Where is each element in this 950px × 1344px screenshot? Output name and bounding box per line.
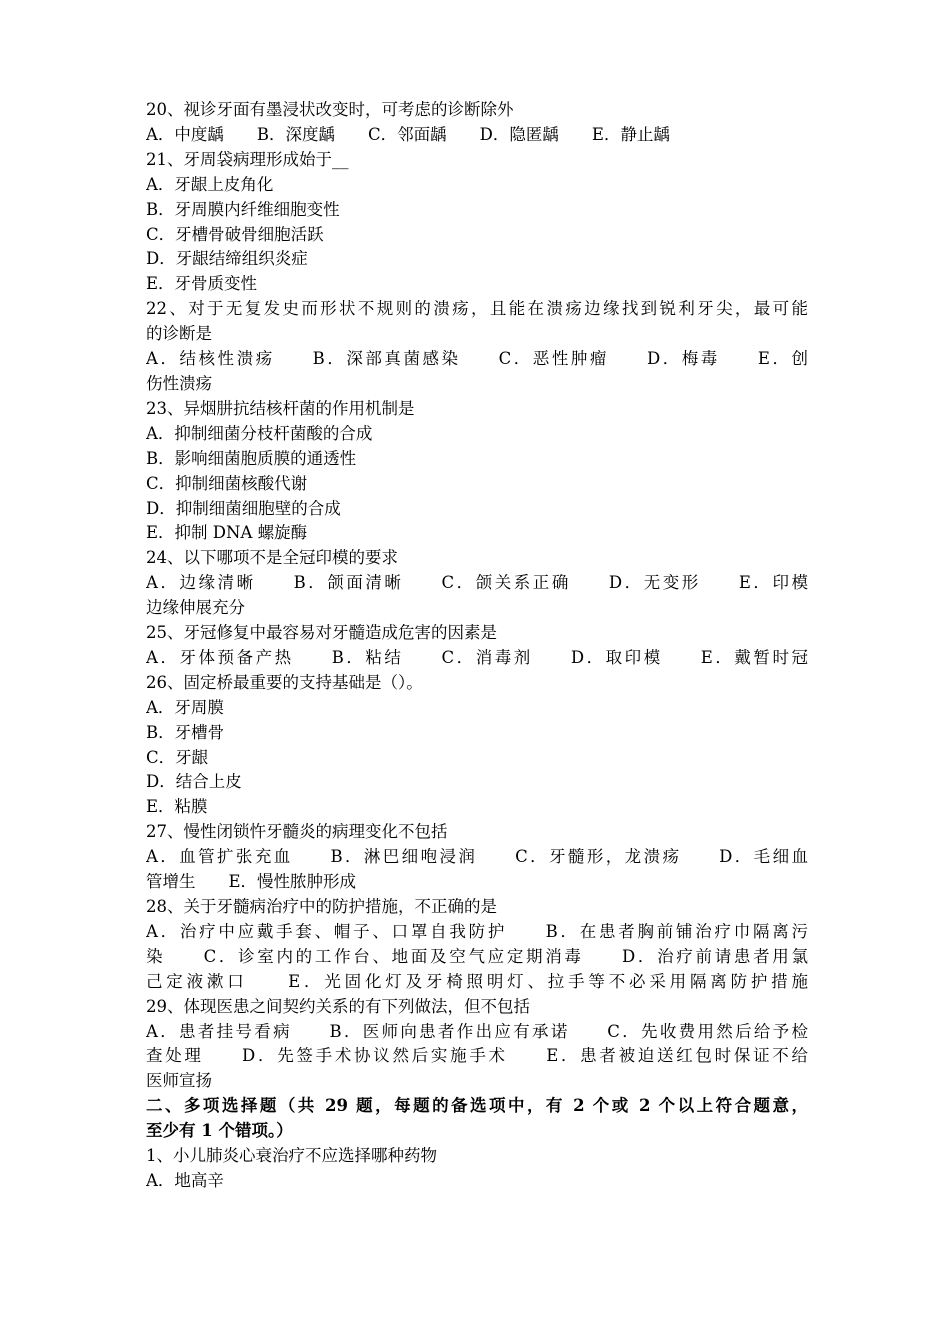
text-line: A．中度龋 B．深度龋 C．邻面龋 D．隐匿龋 E．静止龋 [146,124,670,144]
text-line: 24、以下哪项不是全冠印模的要求 [146,548,398,568]
text-line: 管增生 E．慢性脓肿形成 [146,872,357,892]
text-line: 21、牙周袋病理形成始于__ [146,149,349,169]
text-line: 查处理 D．先签手术协议然后实施手术 E．患者被迫送红包时保证不给 [146,1046,808,1066]
text-line: 25、牙冠修复中最容易对牙髓造成危害的因素是 [146,623,497,643]
text-line: A．牙周膜 [146,697,224,717]
text-line: 27、慢性闭锁忤牙髓炎的病理变化不包括 [146,822,448,842]
text-line: 伤性溃疡 [146,373,212,393]
text-line: A．牙龈上皮角化 [146,174,274,194]
text-line: 23、异烟肼抗结核杆菌的作用机制是 [146,398,415,418]
text-line: E．粘膜 [146,797,208,817]
text-line: 染 C．诊室内的工作台、地面及空气应定期消毒 D．治疗前请患者用氯 [146,946,808,966]
text-line: A．边缘清晰 B．颌面清晰 C．颌关系正确 D．无变形 E．印模 [146,573,808,593]
text-line: D．结合上皮 [146,772,242,792]
text-line: A．患者挂号看病 B．医师向患者作出应有承诺 C．先收费用然后给予检 [146,1021,808,1041]
text-line: 28、关于牙髓病治疗中的防护措施，不正确的是 [146,897,497,916]
text-line: B．牙槽骨 [146,722,225,742]
text-line: A．血管扩张充血 B．淋巴细咆浸润 C．牙髓形，龙溃疡 D．毛细血 [146,847,808,867]
text-line: 边缘伸展充分 [146,598,245,618]
text-line: C．抑制细菌核酸代谢 [146,473,308,493]
section-heading-line: 二、多项选择题（共 29 题，每题的备选项中，有 2 个或 2 个以上符合题意， [146,1096,808,1116]
text-line: A．结核性溃疡 B．深部真菌感染 C．恶性肿瘤 D．梅毒 E．创 [146,349,808,369]
text-line: A．治疗中应戴手套、帽子、口罩自我防护 B．在患者胸前铺治疗巾隔离污 [146,921,808,941]
text-line: C．牙槽骨破骨细胞活跃 [146,224,324,244]
text-line: D．抑制细菌细胞壁的合成 [146,498,341,518]
text-line: B．影响细菌胞质膜的通透性 [146,448,357,468]
text-line: B．牙周膜内纤维细胞变性 [146,199,340,219]
text-line: A．抑制细菌分枝杆菌酸的合成 [146,423,373,443]
text-line: D．牙龈结缔组织炎症 [146,249,308,269]
text-line: 医师宣扬 [146,1071,212,1091]
text-line: 29、体现医患之间契约关系的有下列做法，但不包括 [146,996,530,1016]
text-line: A．牙体预备产热 B．粘结 C．消毒剂 D．取印模 E．戴暂时冠 [146,647,808,667]
text-line: C．牙龈 [146,747,209,767]
document-page [146,98,808,1194]
section-heading-line: 至少有 1 个错项。） [146,1121,293,1141]
text-line: 的诊断是 [146,324,212,344]
text-line: 己定液漱口 E．光固化灯及牙椅照明灯、拉手等不必采用隔离防护措施 [146,971,808,991]
text-line: 20、视诊牙面有墨浸状改变时，可考虑的诊断除外 [146,100,514,119]
text-line: 26、固定桥最重要的支持基础是（）。 [146,672,423,692]
text-line: 22、对于无复发史而形状不规则的溃疡，且能在溃疡边缘找到锐利牙尖，最可能 [146,299,808,319]
text-line: E．抑制 DNA 螺旋酶 [146,523,308,543]
text-line: A．地高辛 [146,1170,224,1190]
text-line: 1、小儿肺炎心衰治疗不应选择哪种药物 [146,1146,437,1166]
text-line: E．牙骨质变性 [146,274,258,294]
